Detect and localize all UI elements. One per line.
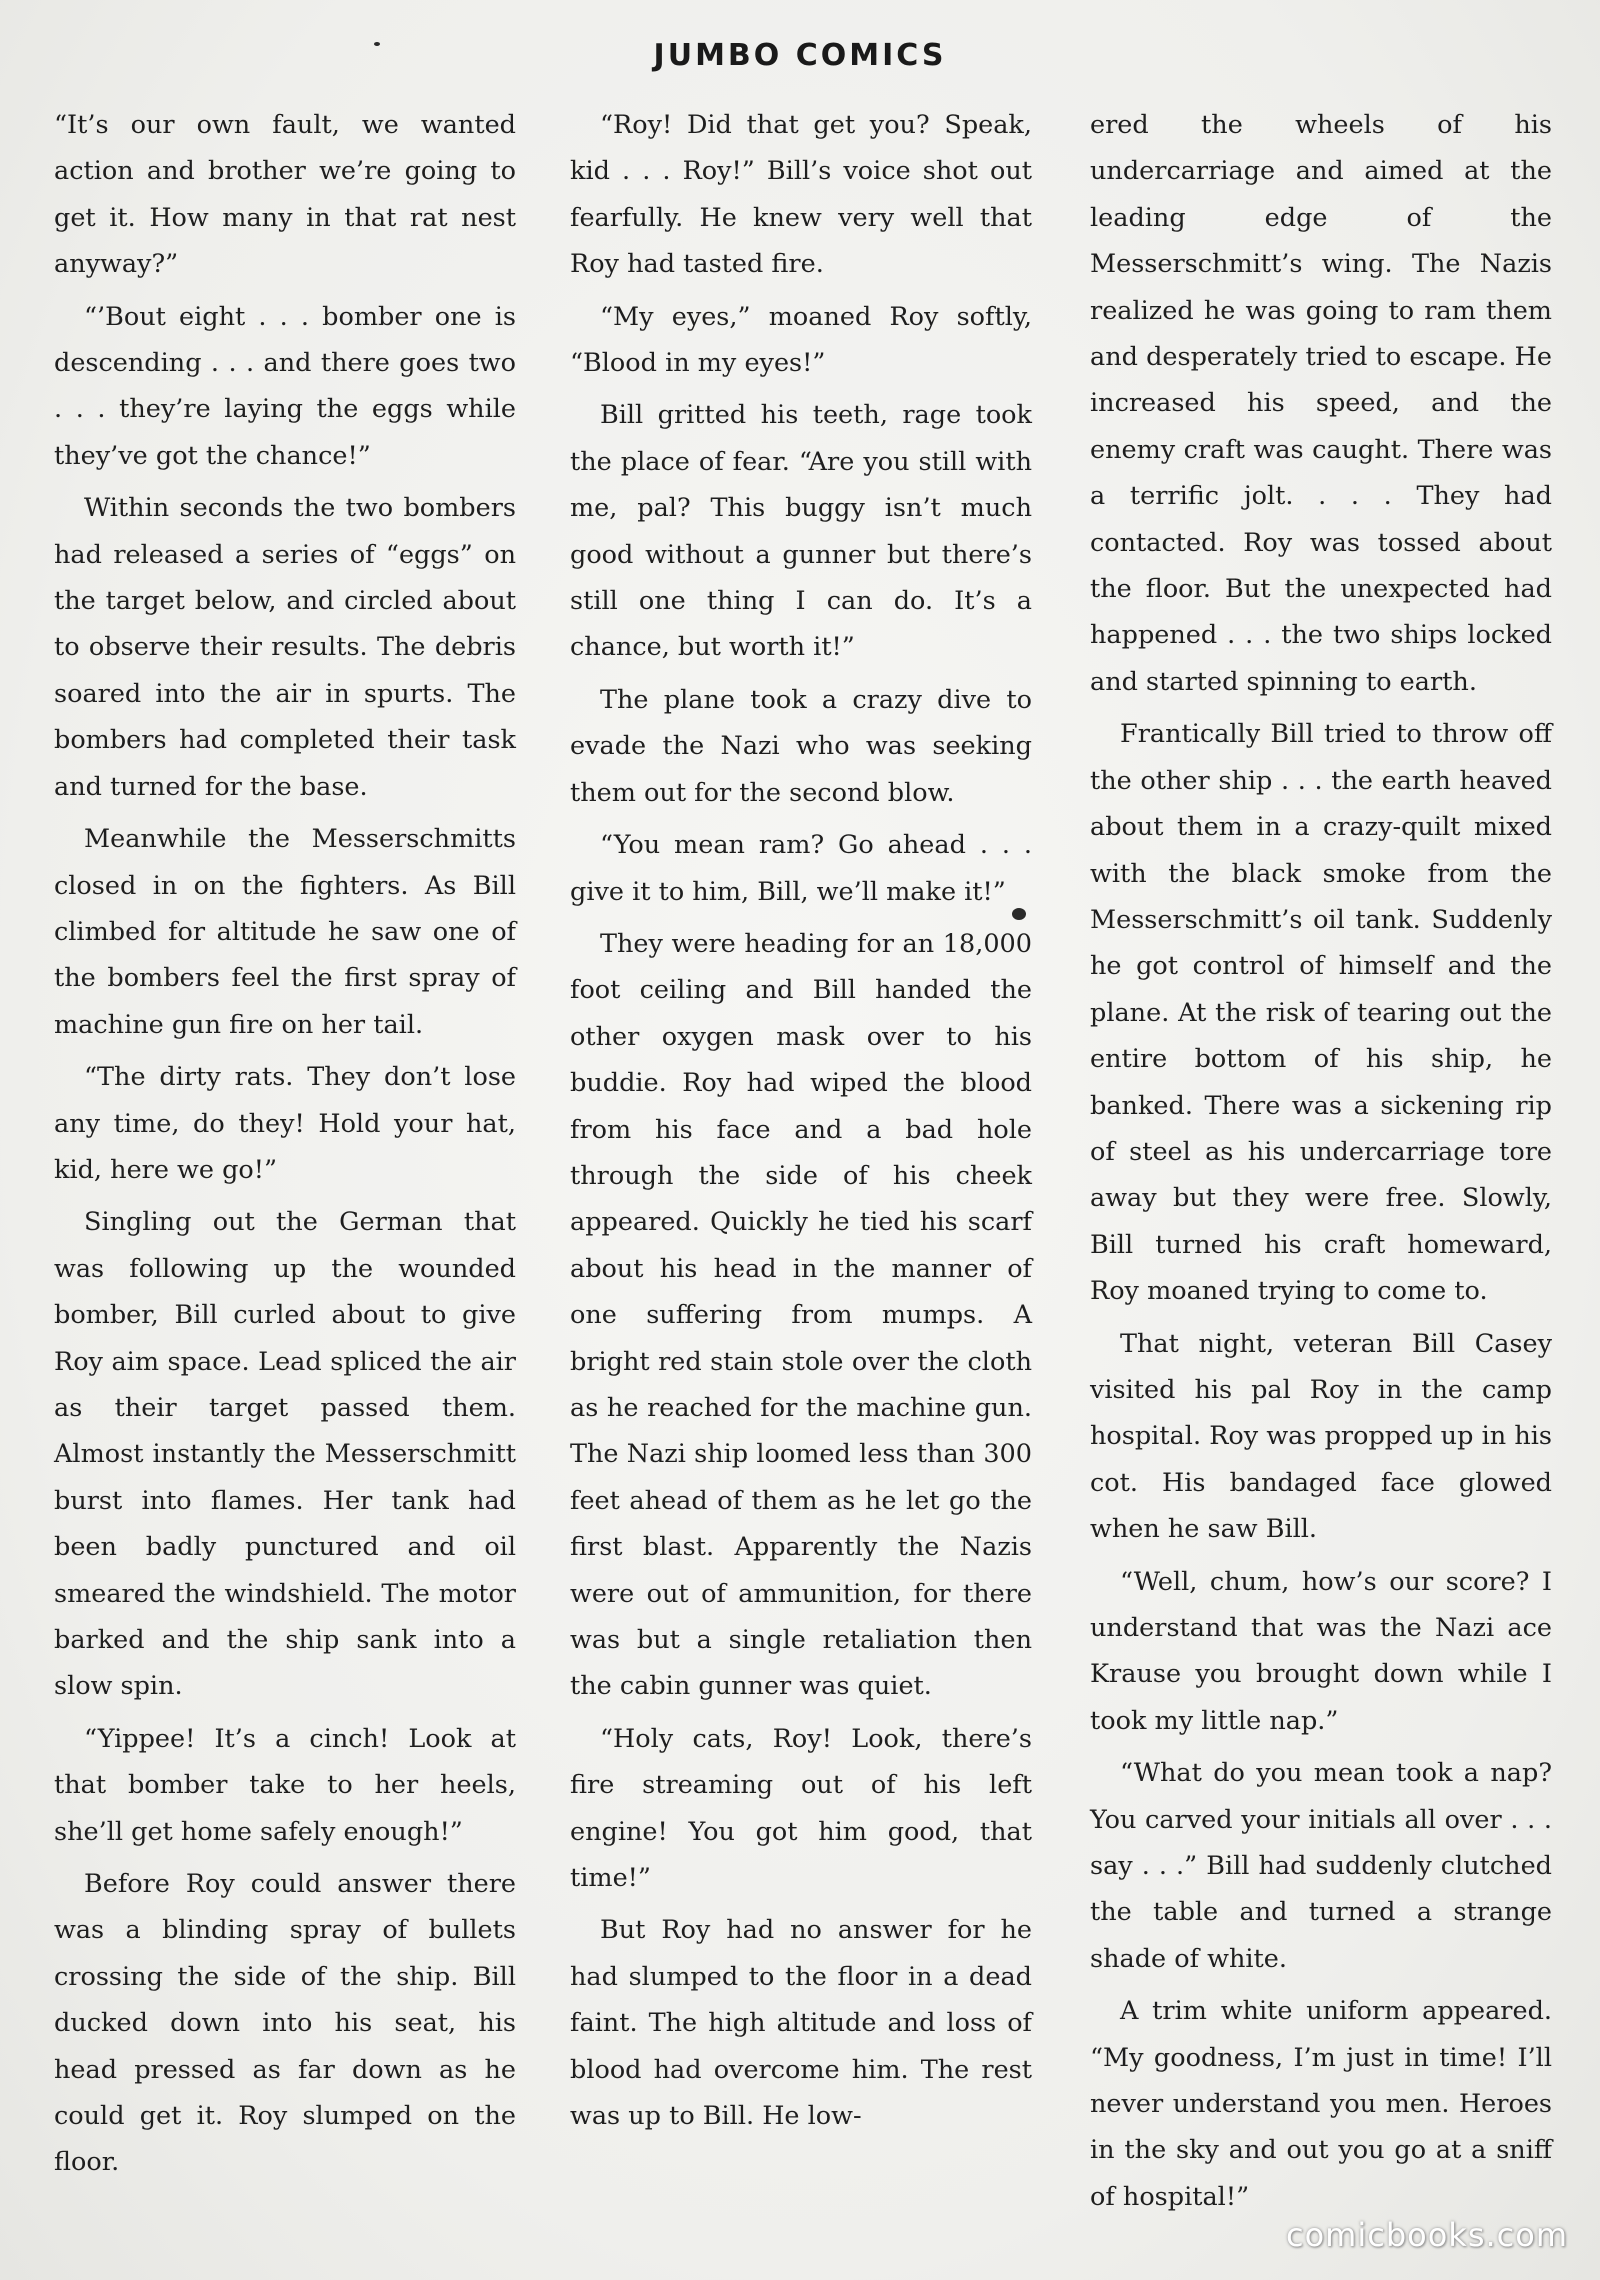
paragraph: Within seconds the two bombers had released a series of “eggs” on the target below, and circled about to observe their results. The debris soared into the air in spurts. The bombers had completed their task and turned for the base. <box>54 493 516 802</box>
paragraph: “My eyes,” moaned Roy softly, “Blood in my eyes!” <box>570 301 1032 379</box>
watermark-text: comicbooks.com <box>1285 2216 1568 2254</box>
text-column-3 <box>1090 102 1552 2226</box>
paragraph: “It’s our own fault, we wanted action and brother we’re going to get it. How many in that rat nest anyway?” <box>54 110 516 280</box>
paragraph: The plane took a crazy dive to evade the Nazi who was seeking them out for the second blow. <box>570 684 1032 808</box>
paragraph: Before Roy could answer there was a blinding spray of bullets crossing the side of the ship. Bill ducked down into his seat, his head pressed as far down as he could get it. Roy slumped on the floor. <box>54 1869 516 2178</box>
paragraph: “Well, chum, how’s our score? I understand that was the Nazi ace Krause you brought down while I took my little nap.” <box>1090 1566 1552 1736</box>
paragraph: But Roy had no answer for he had slumped to the floor in a dead faint. The high altitude and loss of blood had overcome him. The rest was up to Bill. He low- <box>570 1915 1032 2132</box>
paragraph: A trim white uniform appeared. “My goodness, I’m just in time! I’ll never understand you men. Heroes in the sky and out you go at a sniff of hospital!” <box>1090 1996 1552 2212</box>
ink-speck <box>374 42 380 46</box>
paragraph: “Roy! Did that get you? Speak, kid . . . Roy!” Bill’s voice shot out fearfully. He knew very well that Roy had tasted fire. <box>570 110 1032 280</box>
paragraph: “You mean ram? Go ahead . . . give it to him, Bill, we’ll make it!” <box>570 830 1032 907</box>
paragraph: “The dirty rats. They don’t lose any time, do they! Hold your hat, kid, here we go!” <box>54 1062 516 1185</box>
paragraph: Frantically Bill tried to throw off the other ship . . . the earth heaved about them in a crazy-quilt mixed with the black smoke from the Messerschmitt’s oil tank. Suddenly he got control of himself and the plane. At the risk of tearing out the entire bottom of his ship, he banked. There was a sickening rip of steel as his undercarriage tore away but they were free. Slowly, Bill turned his craft homeward, Roy moaned trying to come to. <box>1090 719 1552 1307</box>
text-column-1 <box>54 102 516 2192</box>
paragraph: That night, veteran Bill Casey visited his pal Roy in the camp hospital. Roy was propped up in his cot. His bandaged face glowed when he saw Bill. <box>1090 1328 1552 1545</box>
page-header-title: JUMBO COMICS <box>653 38 947 73</box>
ink-speck <box>1012 908 1026 920</box>
paragraph: Bill gritted his teeth, rage took the place of fear. “Are you still with me, pal? This buggy isn’t much good without a gunner but there’s still one thing I can do. It’s a chance, but worth it!” <box>570 400 1032 663</box>
paragraph: Singling out the German that was following up the wounded bomber, Bill curled about to give Roy aim space. Lead spliced the air as their target passed them. Almost instantly the Messerschmitt burst into flames. Her tank had been badly punctured and oil smeared the windshield. The motor barked and the ship sank into a slow spin. <box>54 1207 516 1702</box>
paragraph: “What do you mean took a nap? You carved your initials all over . . . say . . .” Bill had suddenly clutched the table and turned a strange shade of white. <box>1090 1758 1552 1974</box>
paragraph: ered the wheels of his undercarriage and aimed at the leading edge of the Messerschmitt’s wing. The Nazis realized he was going to ram them and desperately tried to escape. He increased his speed, and the enemy craft was caught. There was a terrific jolt. . . . They had contacted. Roy was tossed about the floor. But the unexpected had happened . . . the two ships locked and started spinning to earth. <box>1090 110 1552 697</box>
paragraph: They were heading for an 18,000 foot ceiling and Bill handed the other oxygen mask over to his buddie. Roy had wiped the blood from his face and a bad hole through the side of his cheek appeared. Quickly he tied his scarf about his head in the manner of one suffering from mumps. A bright red stain stole over the cloth as he reached for the machine gun. The Nazi ship loomed less than 300 feet ahead of them as he let go the first blast. Apparently the Nazis were out of ammunition, for there was but a single retaliation then the cabin gunner was quiet. <box>570 928 1032 1702</box>
text-column-2 <box>570 102 1032 2145</box>
paragraph: “Holy cats, Roy! Look, there’s fire streaming out of his left engine! You got him good, that time!” <box>570 1723 1032 1894</box>
paragraph: “Yippee! It’s a cinch! Look at that bomber take to her heels, she’ll get home safely enough!” <box>54 1723 516 1847</box>
paragraph: “’Bout eight . . . bomber one is descending . . . and there goes two . . . they’re laying the eggs while they’ve got the chance!” <box>54 301 516 471</box>
paragraph: Meanwhile the Messerschmitts closed in on the fighters. As Bill climbed for altitude he saw one of the bombers feel the first spray of machine gun fire on her tail. <box>54 824 516 1040</box>
